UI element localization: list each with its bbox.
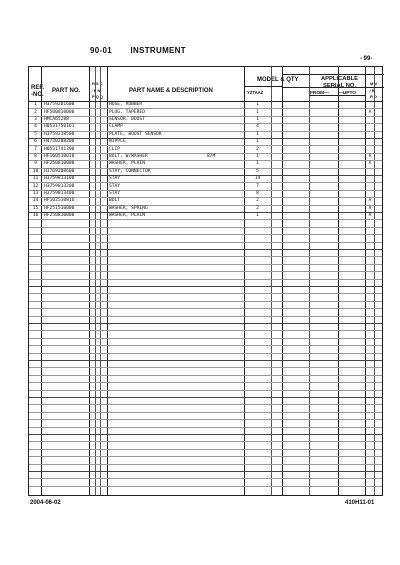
row-divider xyxy=(29,308,382,309)
cell-part-name: STAY xyxy=(109,191,121,196)
page-number: - 99- xyxy=(360,56,373,62)
cell-part-name: CLIP xyxy=(109,146,121,152)
cell-qty: 5 xyxy=(256,168,259,174)
cell-qty: 1 xyxy=(256,117,259,122)
ref-header-line2: -NO. xyxy=(31,92,44,98)
cell-ref: 16 xyxy=(32,213,39,219)
serial-from-header: FROM— xyxy=(310,91,329,96)
serial-upto-header: —UPTO xyxy=(338,91,357,96)
cell-qty: 1 xyxy=(256,213,259,219)
header-subdivider xyxy=(282,74,384,75)
model-qty-header: MODEL & QTY xyxy=(257,77,299,83)
mv-header-top: M V xyxy=(370,81,378,86)
cell-ref: 9 xyxy=(34,161,37,167)
cell-part-name: STAY, CONNECTOR xyxy=(109,168,151,174)
row-divider xyxy=(29,219,382,220)
rsc-header-bot: P Q Q xyxy=(92,94,104,99)
cell-qty: 1 xyxy=(256,161,259,167)
ref-header xyxy=(31,85,44,99)
cell-part-no: H3759813200 xyxy=(44,183,75,189)
cell-part-name: WASHER, SPRING xyxy=(109,205,148,211)
cell-part-no: H4730208200 xyxy=(44,139,75,145)
cell-part-no: H3759201600 xyxy=(44,102,75,108)
model-subheader: YZTAAZ xyxy=(247,90,264,95)
row-divider xyxy=(29,293,382,294)
section-title: INSTRUMENT xyxy=(130,46,186,55)
header-subdivider xyxy=(309,95,365,96)
cell-ref: 5 xyxy=(34,131,37,137)
cell-qty: 8 xyxy=(256,191,259,196)
cell-part-name: PLUG, TAPERED xyxy=(109,109,145,115)
cell-qty: 4 xyxy=(256,124,259,130)
cell-qty: 7 xyxy=(256,183,259,189)
row-divider xyxy=(29,471,382,472)
cell-part-name: BOLT, W/WASHER xyxy=(109,154,148,159)
row-divider xyxy=(29,404,382,405)
cell-qty: 2 xyxy=(256,205,259,211)
cell-part-name: STAY xyxy=(109,176,121,182)
row-divider xyxy=(29,353,382,354)
cell-part-name: BOLT xyxy=(109,198,121,204)
cell-part-no: HF500810000 xyxy=(44,109,75,115)
cell-part-no: HF160510010 xyxy=(44,154,75,159)
cell-qty: 1 xyxy=(256,102,259,108)
row-divider xyxy=(29,234,382,235)
row-divider xyxy=(29,360,382,361)
row-divider xyxy=(29,375,382,376)
footer-date: 2004-06-02 xyxy=(30,500,61,506)
cell-qty: 1 xyxy=(256,139,259,145)
rsc-header-mid: ∕ E N xyxy=(92,87,101,93)
cell-part-no: H0531741390 xyxy=(44,146,75,152)
cell-ref: 3 xyxy=(34,117,37,122)
cell-part-name: WASHER, PLAIN xyxy=(109,213,145,219)
cell-flag: A xyxy=(368,205,372,211)
row-divider xyxy=(29,478,382,479)
cell-part-no: H0531750161 xyxy=(44,124,75,130)
row-divider xyxy=(29,486,382,487)
row-divider xyxy=(29,301,382,302)
cell-part-no: HF102510816 xyxy=(44,198,75,204)
cell-ref: 11 xyxy=(32,176,39,182)
cell-ref: 6 xyxy=(34,139,37,145)
row-divider xyxy=(29,256,382,257)
cell-ref: 7 xyxy=(34,146,37,152)
cell-part-name: CLAMP xyxy=(109,124,123,130)
row-divider xyxy=(29,330,382,331)
row-divider xyxy=(29,449,382,450)
row-divider xyxy=(29,279,382,280)
cell-ref: 15 xyxy=(32,205,39,211)
serial-header-line2: SERIAL NO. xyxy=(322,83,357,89)
row-divider xyxy=(29,345,382,346)
row-divider xyxy=(29,397,382,398)
row-divider xyxy=(29,390,382,391)
cell-note: 8/M xyxy=(207,154,216,159)
serial-header-line1: APPLICABLE xyxy=(321,76,359,82)
row-divider xyxy=(29,367,382,368)
cell-qty: 1 xyxy=(256,109,259,115)
cell-part-no: HF250810000 xyxy=(44,213,75,219)
parts-table xyxy=(28,66,383,496)
cell-part-no: H3769208600 xyxy=(44,168,75,174)
row-divider xyxy=(29,434,382,435)
cell-qty: 2 xyxy=(256,198,259,204)
cell-ref: 10 xyxy=(32,168,39,174)
cell-part-name: STAY xyxy=(109,183,121,189)
row-divider xyxy=(29,382,382,383)
rsc-header xyxy=(92,81,103,101)
page-header xyxy=(90,46,202,55)
row-divider xyxy=(29,464,382,465)
cell-flag: A xyxy=(368,109,372,115)
cell-ref: 4 xyxy=(34,124,37,130)
cell-part-name: WASHER, PLAIN xyxy=(109,161,145,167)
row-divider xyxy=(29,264,382,265)
cell-part-name: PLATE, BOOST SENSOR xyxy=(109,131,162,137)
cell-part-no: HF251510000 xyxy=(44,205,75,211)
row-divider xyxy=(29,271,382,272)
cell-part-no: HF250810000 xyxy=(44,161,75,167)
row-divider xyxy=(29,456,382,457)
header-subdivider xyxy=(244,86,282,87)
row-divider xyxy=(29,242,382,243)
cell-ref: 1 xyxy=(34,102,37,108)
cell-flag: A xyxy=(368,213,372,219)
part-name-header: PART NAME & DESCRIPTION xyxy=(129,88,213,94)
header-subdivider xyxy=(282,87,384,88)
cell-ref: 8 xyxy=(34,154,37,159)
part-no-header: PART NO. xyxy=(52,88,81,94)
cell-flag: A xyxy=(368,154,372,159)
row-divider xyxy=(29,323,382,324)
cell-qty: 14 xyxy=(254,176,261,182)
cell-part-no: HMCA65288 xyxy=(44,117,69,122)
cell-part-no: H3759813400 xyxy=(44,191,75,196)
row-divider xyxy=(29,249,382,250)
cell-ref: 12 xyxy=(32,183,39,189)
cell-ref: 13 xyxy=(32,191,39,196)
ref-header-line1: REF. xyxy=(31,85,45,91)
row-divider xyxy=(29,412,382,413)
cell-qty: 1 xyxy=(256,131,259,137)
row-divider xyxy=(29,227,382,228)
section-number: 90-01 xyxy=(90,46,112,55)
cell-part-name: SENSOR, BOOST xyxy=(109,117,145,122)
rsc-header-top: R S C xyxy=(92,81,103,86)
mv-header-mid: ∕ R xyxy=(370,87,375,93)
row-divider xyxy=(29,338,382,339)
cell-part-name: NIPPLE xyxy=(109,139,126,145)
row-divider xyxy=(29,441,382,442)
cell-ref: 14 xyxy=(32,198,39,204)
row-divider xyxy=(29,419,382,420)
row-divider xyxy=(29,427,382,428)
row-divider xyxy=(29,316,382,317)
cell-flag: A xyxy=(368,198,372,204)
cell-part-no: H3759813100 xyxy=(44,176,75,182)
footer-code: 410H11-01 xyxy=(345,500,375,506)
mv-header-bot: R D xyxy=(370,94,377,99)
cell-qty: 1 xyxy=(256,154,259,159)
cell-qty: 2 xyxy=(256,146,259,152)
cell-flag: A xyxy=(368,161,372,167)
cell-part-no: H3759218500 xyxy=(44,131,75,137)
cell-part-name: HOSE, RUBBER xyxy=(109,102,143,108)
row-divider xyxy=(29,286,382,287)
cell-ref: 2 xyxy=(34,109,37,115)
